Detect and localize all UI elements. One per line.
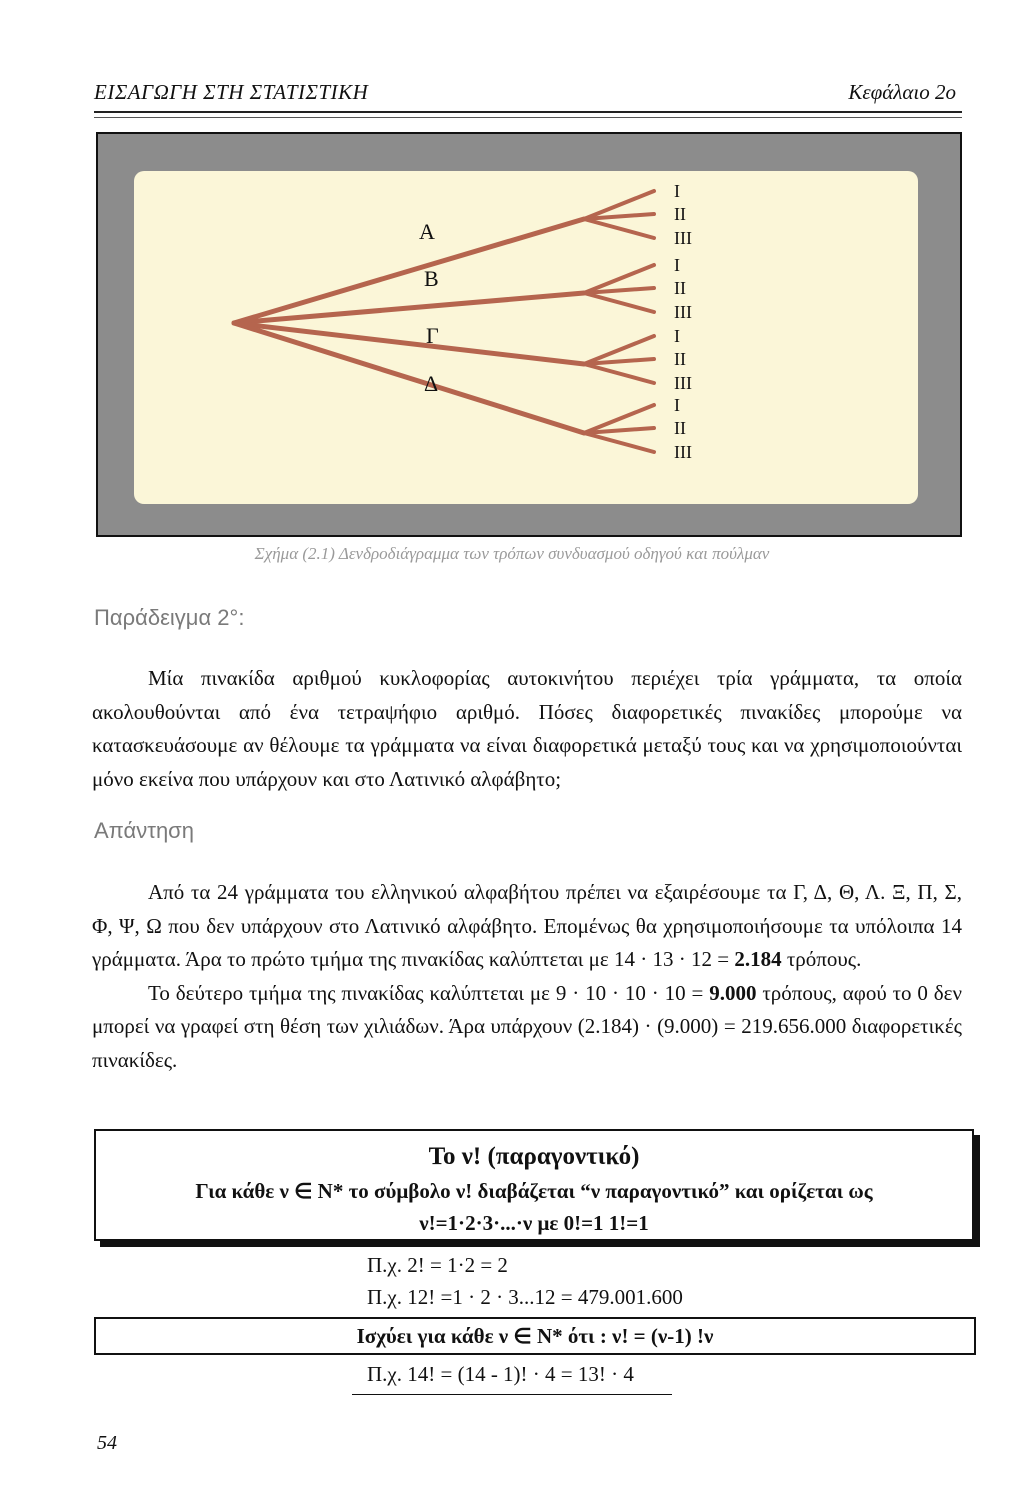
tree-leaf-label: ΙΙΙ	[674, 228, 692, 248]
answer-text	[92, 876, 962, 1078]
definition-line-1: Για κάθε ν ∈ Ν* το σύμβολο ν! διαβάζεται “ν παραγοντικό” και ορίζεται ως	[195, 1179, 873, 1203]
tree-diagram-svg	[134, 171, 918, 504]
answer-p2-text: Το δεύτερο τμήμα της πινακίδας καλύπτεται με 9 · 10 · 10 · 10 =	[148, 980, 710, 1005]
tree-node-label: Δ	[424, 371, 439, 396]
tree-node-label: Β	[424, 266, 439, 291]
factorial-example-2: Π.χ. 12! =1 · 2 · 3...12 = 479.001.600	[367, 1285, 683, 1309]
example-question-text: Μία πινακίδα αριθμού κυκλοφορίας αυτοκινήτου περιέχει τρία γράμματα, τα οποία ακολουθούνται από ένα τετραψήφιο αριθμό. Πόσες διαφορετικές πινακίδες μπορούμε να κατασκευάσουμε αν θέλουμε τα γράμματα να είναι διαφορετικά μεταξύ τους και να χρησιμοποιούνται μόνο εκείνα που υπάρχουν και στο Λατινικό αλφάβητο;	[92, 666, 962, 791]
factorial-definition-box	[94, 1129, 974, 1241]
answer-p1-text: Από τα 24 γράμματα του ελληνικού αλφαβήτου πρέπει να εξαιρέσουμε τα Γ, Δ, Θ, Λ. Ξ, Π, Σ, Φ, Ψ, Ω που δεν υπάρχουν στο Λατινικό αλφάβητο. Επομένως θα χρησιμοποιήσουμε τα υπόλοιπα 14 γράμματα. Άρα το πρώτο τμήμα της πινακίδας καλύπτεται με 14 · 13 · 12 =	[92, 880, 962, 972]
tree-leaf-label: ΙΙ	[674, 418, 686, 438]
tree-branch-second-level	[584, 219, 654, 238]
tree-node-label: Α	[419, 219, 435, 244]
figure-caption: Σχήμα (2.1) Δενδροδιάγραμμα των τρόπων συνδυασμού οδηγού και πούλμαν	[254, 544, 770, 563]
header-divider	[94, 111, 962, 113]
tree-leaf-label: Ι	[674, 326, 680, 346]
tree-diagram-canvas	[134, 171, 918, 504]
tree-branch-first-level	[234, 323, 584, 433]
tree-branch-second-level	[584, 433, 654, 452]
example-heading: Παράδειγμα 2°:	[94, 605, 245, 630]
running-header-title: ΕΙΣΑΓΩΓΗ ΣΤΗ ΣΤΑΤΙΣΤΙΚΗ	[94, 80, 369, 104]
tree-leaf-label: Ι	[674, 395, 680, 415]
answer-p2-result: 9.000	[709, 980, 757, 1005]
property-text: Ισχύει για κάθε ν ∈ Ν* ότι : ν! = (ν-1) !ν	[356, 1324, 714, 1348]
tree-leaf-label: Ι	[674, 255, 680, 275]
header-divider-thin	[94, 117, 962, 118]
answer-paragraph-1	[92, 876, 962, 977]
tree-leaf-label: ΙΙ	[674, 204, 686, 224]
answer-paragraph-2	[92, 977, 962, 1078]
example-underline	[352, 1394, 672, 1395]
answer-p1-tail: τρόπους.	[781, 947, 862, 972]
definition-title: Το ν! (παραγοντικό)	[428, 1143, 640, 1170]
factorial-example-3	[367, 1331, 634, 1386]
tree-leaf-label: ΙΙΙ	[674, 373, 692, 393]
tree-leaf-label: ΙΙ	[674, 278, 686, 298]
answer-p1-result: 2.184	[734, 947, 782, 972]
tree-branch-second-level	[584, 364, 654, 383]
answer-p2-tail: τρόπους, αφού το 0 δεν μπορεί να γραφεί στη θέση των χιλιάδων. Άρα υπάρχουν (2.184) · (9.000) = 219.656.000 διαφορετικές πινακίδες.	[92, 980, 962, 1072]
running-header-chapter: Κεφάλαιο 2ο	[848, 80, 956, 104]
tree-leaf-label: ΙΙ	[674, 349, 686, 369]
factorial-example-3-text: Π.χ. 14! = (14 - 1)! · 4 = 13! · 4	[367, 1362, 634, 1386]
tree-leaf-label: Ι	[674, 181, 680, 201]
definition-line-2: ν!=1·2·3·...·ν με 0!=1 1!=1	[419, 1211, 649, 1235]
page-number: 54	[97, 1432, 117, 1454]
tree-branch-first-level	[234, 323, 584, 364]
tree-diagram-figure	[96, 132, 962, 537]
factorial-example-1: Π.χ. 2! = 1·2 = 2	[367, 1253, 508, 1277]
tree-node-label: Γ	[426, 323, 439, 348]
tree-leaf-label: ΙΙΙ	[674, 442, 692, 462]
tree-leaf-label: ΙΙΙ	[674, 302, 692, 322]
tree-branch-second-level	[584, 293, 654, 312]
example-question	[92, 662, 962, 796]
answer-heading: Απάντηση	[94, 818, 194, 843]
